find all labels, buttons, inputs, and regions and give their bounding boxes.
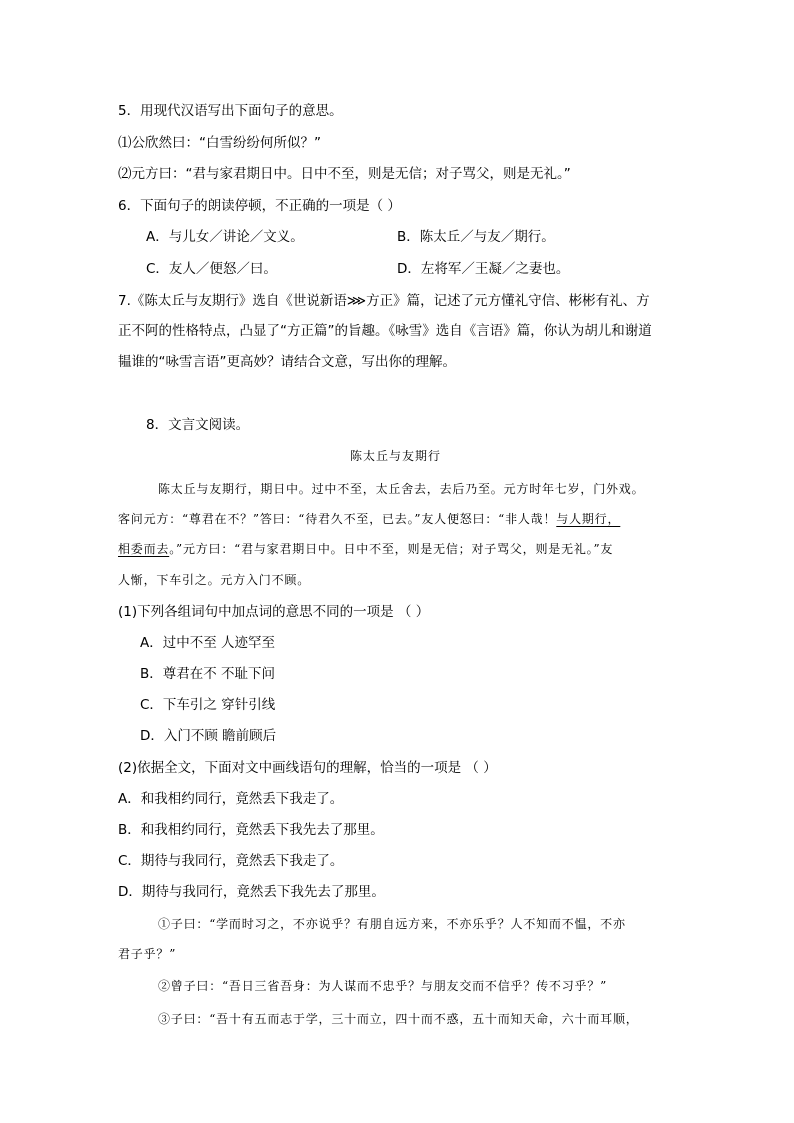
q8-stem: 8．文言文阅读。	[146, 417, 250, 433]
q7-line-1: 7.《陈太丘与友期行》选自《世说新语⋙方正》篇，记述了元方懂礼守信、彬彬有礼、方	[118, 293, 650, 309]
q6-option-b: B．陈太丘／与友／期行。	[397, 229, 555, 245]
analects-line-2: ②曾子曰：“吾日三省吾身：为人谋而不忠乎？与朋友交而不信乎？传不习乎？”	[158, 979, 608, 993]
q5-item-1: ⑴公欣然曰：“白雪纷纷何所似？”	[118, 135, 321, 151]
passage-line-1: 陈太丘与友期行，期日中。过中不至，太丘舍去，去后乃至。元方时年七岁，门外戏。	[158, 482, 645, 496]
sub2-option-a: A．和我相约同行，竟然丢下我走了。	[118, 791, 344, 807]
q6-option-c: C．友人／便怒／曰。	[146, 261, 277, 277]
sub1-option-d: D．入门不顾 瞻前顾后	[140, 728, 277, 744]
passage-line-3	[118, 540, 613, 558]
q5-item-2: ⑵元方曰：“君与家君期日中。日中不至，则是无信；对子骂父，则是无礼。”	[118, 166, 571, 182]
q7-line-3: 韫谁的“咏雪言语”更高妙？请结合文意，写出你的理解。	[118, 354, 456, 370]
q6-stem: 6．下面句子的朗读停顿，不正确的一项是（ ）	[118, 198, 401, 214]
passage-line-3-text: 。”元方曰：“君与家君期日中。日中不至，则是无信；对子骂父，则是无礼。”友	[169, 542, 614, 556]
analects-line-1: ①子曰：“学而时习之，不亦说乎？有朋自远方来，不亦乐乎？人不知而不愠，不亦	[158, 917, 626, 931]
q7-line-2: 正不阿的性格特点，凸显了“方正篇”的旨趣。《咏雪》选自《言语》篇，你认为胡儿和谢道	[118, 323, 652, 339]
sub1-option-a: A．过中不至 人迹罕至	[140, 635, 276, 651]
analects-line-3: ③子曰：“吾十有五而志于学，三十而立，四十而不惑，五十而知天命，六十而耳顺，	[158, 1012, 639, 1026]
underlined-phrase-1: 与人期行，	[556, 512, 621, 526]
q6-option-d: D．左将军／王凝／之妻也。	[397, 261, 570, 277]
sub2-option-b: B．和我相约同行，竟然丢下我先去了那里。	[118, 822, 384, 838]
sub2-stem: (2)依据全文，下面对文中画线语句的理解，恰当的一项是 （ ）	[118, 760, 497, 776]
sub2-option-c: C．期待与我同行，竟然丢下我走了。	[118, 853, 344, 869]
sub1-option-b: B．尊君在不 不耻下问	[140, 666, 276, 682]
sub2-option-d: D．期待与我同行，竟然丢下我先去了那里。	[118, 884, 385, 900]
passage-line-2-text: 客问元方：“尊君在不？”答曰：“待君久不至，已去。”友人便怒曰：“非人哉！	[118, 512, 557, 526]
q6-option-a: A．与儿女／讲论／文义。	[146, 229, 304, 245]
passage-line-4: 人惭，下车引之。元方入门不顾。	[118, 573, 311, 587]
sub1-option-c: C．下车引之 穿针引线	[140, 697, 276, 713]
q5-stem: 5．用现代汉语写出下面句子的意思。	[118, 103, 343, 119]
analects-line-1-cont: 君子乎？”	[118, 947, 177, 961]
sub1-stem: (1)下列各组词句中加点词的意思不同的一项是 （ ）	[118, 604, 430, 620]
passage-title: 陈太丘与友期行	[350, 449, 442, 463]
underlined-phrase-2: 相委而去	[118, 542, 170, 556]
passage-line-2	[118, 510, 620, 528]
